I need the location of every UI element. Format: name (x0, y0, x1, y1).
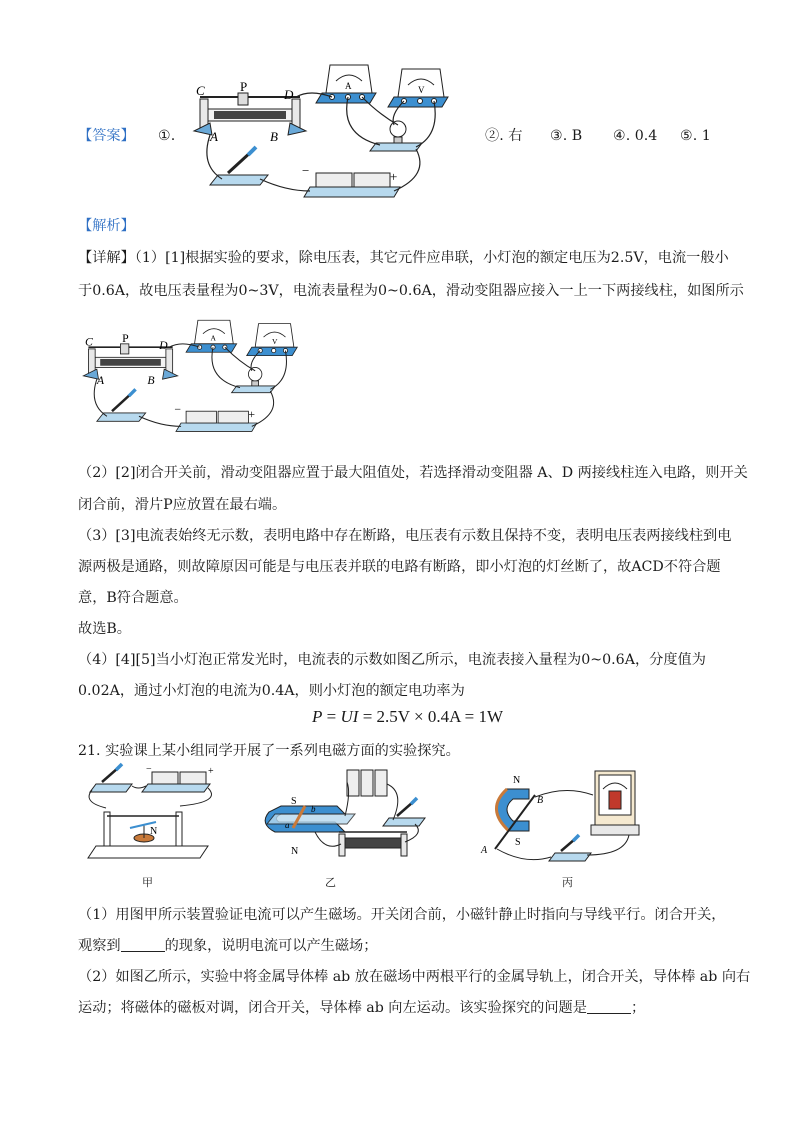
ammeter-label: A (210, 333, 216, 343)
label-C: C (196, 83, 205, 98)
q21-s1-line2: 观察到 的现象，说明电流可以产生磁场； (78, 938, 378, 954)
voltmeter-label: V (272, 336, 278, 346)
q21-s2-line1: （2）如图乙所示，实验中将金属导体棒 ab 放在磁场中两根平行的金属导轨上，闭合开关，导体棒 ab 向右 (78, 969, 751, 985)
q21-s1-line1: （1）用图甲所示装置验证电流可以产生磁场。开关闭合前，小磁针静止时指向与导线平行。闭合开关， (78, 907, 726, 923)
power-formula: P = UI = 2.5V × 0.4A = 1W (312, 707, 504, 726)
answer-item-1: ①. (158, 128, 176, 144)
circuit-diagram-answer (190, 55, 475, 205)
yi-magnet-N: N (291, 846, 299, 857)
battery-box (304, 173, 400, 197)
light-bulb (232, 367, 276, 392)
answer-item-5: ⑤. 1 (680, 128, 711, 144)
answer-blank-2[interactable] (587, 999, 631, 1014)
bing-rod-A: A (481, 845, 488, 856)
yi-rod-b: b (311, 804, 316, 814)
battery-plus: + (248, 407, 256, 421)
bing-rod-B: B (537, 795, 544, 806)
analysis-tag: 【解析】 (78, 218, 135, 234)
figure-yi (255, 762, 435, 872)
answer-item-4: ④. 0.4 (613, 128, 658, 144)
label-B: B (270, 129, 278, 144)
jia-battery-minus: − (146, 764, 152, 775)
detail-p2-line1: （2）[2]闭合开关前，滑动变阻器应置于最大阻值处，若选择滑动变阻器 A、D 两接线柱连入电路，则开关 (78, 465, 748, 481)
figure-label-yi: 乙 (325, 876, 336, 889)
answer-blank-1[interactable] (121, 937, 165, 952)
label-B: B (147, 374, 155, 388)
figure-label-bing: 丙 (562, 876, 573, 889)
detail-p3-line4: 故选B。 (78, 621, 131, 637)
label-A: A (96, 374, 105, 388)
detail-p4-line2: 0.02A，通过小灯泡的电流为0.4A，则小灯泡的额定电功率为 (78, 683, 465, 699)
yi-rod-a: a (285, 820, 290, 830)
label-A: A (210, 129, 218, 144)
yi-magnet-S: S (291, 796, 297, 807)
label-P: P (122, 332, 129, 346)
label-P: P (240, 79, 248, 94)
battery-minus: − (302, 163, 310, 178)
switch (210, 147, 268, 185)
circuit-diagram-detail (80, 305, 320, 445)
figure-label-jia: 甲 (142, 876, 153, 889)
detail-p2-line2: 闭合前，滑片P应放置在最右端。 (78, 497, 287, 513)
detail-p1-line1: 【详解】（1）[1]根据实验的要求，除电压表，其它元件应串联，小灯泡的额定电压为2.5V，电流一般小 (78, 250, 729, 266)
answer-item-2: ②. 右 (485, 128, 523, 144)
battery-plus: + (390, 169, 398, 184)
ammeter-label: A (345, 81, 352, 91)
figure-bing (475, 765, 645, 875)
q21-stem: 21. 实验课上某小组同学开展了一系列电磁方面的实验探究。 (78, 743, 460, 759)
battery-box (176, 411, 257, 431)
label-D: D (159, 338, 168, 352)
label-C: C (85, 335, 93, 349)
voltmeter-label: V (418, 85, 425, 95)
answer-tag: 【答案】 (78, 128, 135, 144)
light-bulb (370, 121, 422, 151)
detail-p3-line1: （3）[3]电流表始终无示数，表明电路中存在断路，电压表有示数且保持不变，表明电压表两接线柱到电 (78, 528, 732, 544)
bing-magnet-S: S (515, 837, 521, 848)
detail-p3-line2: 源两极是通路，则故障原因可能是与电压表并联的电路有断路，即小灯泡的灯丝断了，故ACD不符合题 (78, 559, 721, 575)
jia-needle-N: N (150, 826, 158, 837)
detail-tag: 【详解】 (78, 250, 135, 266)
detail-p1-line2: 于0.6A，故电压表量程为0~3V，电流表量程为0~0.6A，滑动变阻器应接入一上一下两接线柱，如图所示 (78, 283, 744, 299)
label-D: D (284, 87, 294, 102)
switch (97, 389, 146, 421)
detail-p3-line3: 意，B符合题意。 (78, 590, 188, 606)
battery-minus: − (174, 402, 181, 416)
figure-jia (82, 762, 222, 872)
detail-p4-line1: （4）[4][5]当小灯泡正常发光时，电流表的示数如图乙所示，电流表接入量程为0~0.6A，分度值为 (78, 652, 706, 668)
jia-battery-plus: + (208, 766, 214, 777)
q21-s2-line2: 运动；将磁体的磁板对调，闭合开关，导体棒 ab 向左运动。该实验探究的问题是 ； (78, 1000, 646, 1016)
bing-magnet-N: N (513, 775, 521, 786)
answer-item-3: ③. B (550, 128, 583, 144)
